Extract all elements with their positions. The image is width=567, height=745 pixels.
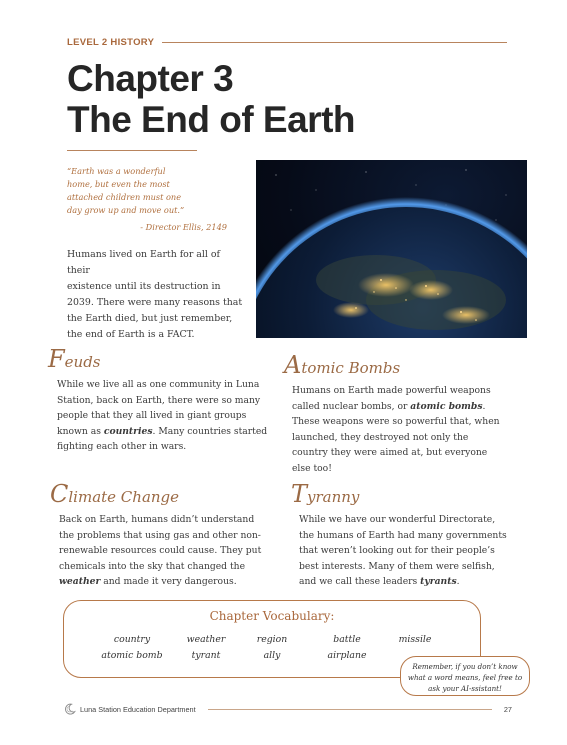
section-body: Humans on Earth made powerful weapons called nuclear bombs, or atomic bombs. These weapons were so powerful that, when launched, they destroyed not only the country they were aimed at, but everyone else too! [292, 385, 500, 474]
section-heading: Atomic Bombs [284, 351, 401, 379]
vocab-word: region [256, 634, 288, 645]
vocab-word: ally [263, 650, 281, 661]
crescent-moon-logo-icon [64, 703, 76, 715]
page-number: 27 [503, 704, 512, 714]
vocab-term: countries [103, 425, 153, 437]
quote-line: attached children must one [67, 192, 182, 202]
footer-divider [208, 709, 492, 710]
page-footer [64, 702, 512, 716]
section-body: While we have our wonderful Directorate, the humans of Earth had many governments that weren’t looking out for their people’s best interests. Many of them were selfish, and we call these leaders tyrants. [299, 514, 507, 587]
course-label: LEVEL 2 HISTORY [67, 36, 155, 48]
vocab-word: country [113, 634, 151, 645]
intro-line: existence until its destruction in [67, 281, 221, 292]
header-divider [162, 42, 507, 43]
intro-paragraph [67, 247, 245, 343]
chapter-name: The End of Earth [67, 99, 355, 140]
section-climate-change [50, 480, 275, 590]
vocab-word: airplane [327, 650, 367, 661]
intro-line: 2039. There were many reasons that [67, 297, 243, 308]
quote-line: day grow up and move out.” [67, 205, 185, 215]
section-atomic-bombs [284, 351, 509, 476]
section-heading: Tyranny [291, 480, 360, 508]
earth-from-space-image [256, 160, 527, 338]
section-body: While we live all as one community in Luna Station, back on Earth, there were so many people that they all lived in giant groups known as countries. Many countries started fighting each other in wars. [57, 379, 268, 452]
chapter-title [67, 58, 355, 140]
intro-line: the Earth died, but just remember, [67, 313, 233, 324]
intro-line: Humans lived on Earth for all of their [67, 249, 220, 276]
quote-attribution: - Director Ellis, 2149 [140, 222, 227, 232]
vocab-term: atomic bombs [410, 400, 483, 412]
section-tyranny [291, 480, 521, 590]
vocab-word: weather [186, 634, 226, 645]
section-body: Back on Earth, humans didn’t understand the problems that using gas and other non- renewable resources could cause. They put chemicals into the sky that changed the weather and made it very dangerous. [59, 514, 262, 587]
vocab-word: missile [398, 634, 432, 645]
page-header [67, 36, 507, 48]
vocab-term: weather [59, 576, 101, 587]
intro-line: the end of Earth is a FACT. [67, 329, 195, 340]
title-divider [67, 150, 197, 151]
quote-line: home, but even the most [67, 179, 170, 189]
vocab-word: atomic bomb [101, 650, 163, 661]
section-feuds [48, 345, 273, 455]
quote-line: “Earth was a wonderful [67, 166, 166, 176]
section-heading: Climate Change [50, 480, 180, 508]
section-heading: Feuds [48, 345, 101, 373]
footer-organization: Luna Station Education Department [80, 704, 196, 714]
vocabulary-title: Chapter Vocabulary: [209, 609, 335, 623]
chapter-number: Chapter 3 [67, 58, 234, 99]
pull-quote [67, 165, 227, 217]
vocab-word: tyrant [191, 650, 221, 661]
vocab-term: tyrants [420, 576, 457, 587]
reminder-bubble: Remember, if you don’t know what a word means, feel free to ask your AI-ssistant! [400, 656, 530, 696]
vocab-word: battle [333, 634, 361, 645]
